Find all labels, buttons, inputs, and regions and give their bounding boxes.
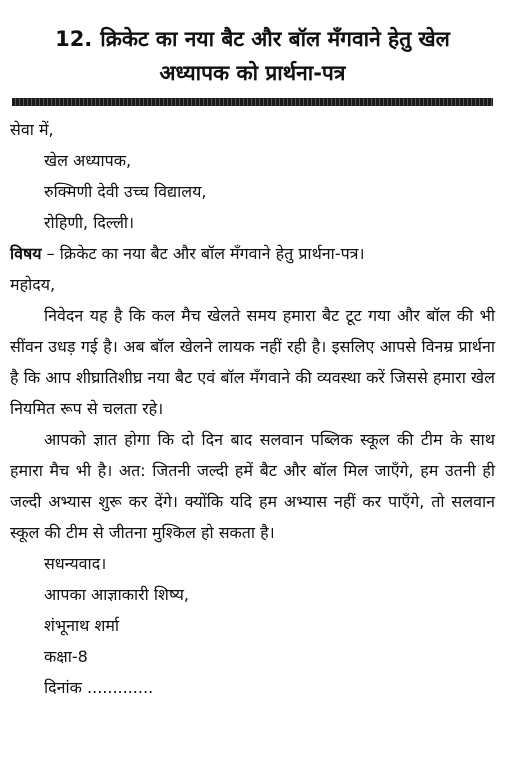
subject-label: विषय bbox=[10, 244, 42, 263]
address-line-2: रुक्मिणी देवी उच्च विद्यालय, bbox=[44, 182, 207, 201]
heading-divider bbox=[12, 98, 493, 106]
address-salutation: सेवा में, bbox=[10, 120, 54, 139]
signoff-class: कक्षा-8 bbox=[44, 647, 88, 666]
address-line-1: खेल अध्यापक, bbox=[44, 151, 132, 170]
subject-text: – क्रिकेट का नया बैट और बॉल मँगवाने हेतु प्रार्थना-पत्र। bbox=[46, 244, 365, 263]
heading-title-2: अध्यापक को प्रार्थना-पत्र bbox=[159, 61, 346, 85]
signoff-thanks: सधन्यवाद। bbox=[44, 554, 107, 573]
signoff-closing: आपका आज्ञाकारी शिष्य, bbox=[44, 585, 189, 604]
letter-heading bbox=[10, 0, 495, 90]
heading-title-1: क्रिकेट का नया बैट और बॉल मँगवाने हेतु खेल bbox=[100, 27, 450, 51]
address-line-3: रोहिणी, दिल्ली। bbox=[44, 213, 135, 232]
heading-line-1 bbox=[10, 22, 495, 56]
heading-number: 12. bbox=[55, 27, 93, 51]
greeting: महोदय, bbox=[10, 275, 56, 294]
signoff-name: शंभूनाथ शर्मा bbox=[44, 616, 120, 635]
body-paragraph-2: आपको ज्ञात होगा कि दो दिन बाद सलवान पब्लिक स्कूल की टीम के साथ हमारा मैच भी है। अत: जितनी जल्दी हमें बैट और बॉल मिल जाएँगे, हम उतनी ही जल्दी अभ्यास शुरू कर देंगे। क्योंकि यदि हम अभ्यास नहीं कर पाएँगे, तो सलवान स्कूल की टीम से जीतना मुश्किल हो सकता है। bbox=[10, 430, 495, 542]
subject-line bbox=[10, 238, 495, 269]
signoff-date: दिनांक ............. bbox=[44, 678, 154, 697]
body-paragraph-1: निवेदन यह है कि कल मैच खेलते समय हमारा बैट टूट गया और बॉल की भी सींवन उधड़ गई है। अब बॉल खेलने लायक नहीं रही है। इसलिए आपसे विनम्र प्रार्थना है कि आप शीघ्रातिशीघ्र नया बैट एवं बॉल मँगवाने की व्यवस्था करें जिससे हमारा खेल नियमित रूप से चलता रहे। bbox=[10, 306, 495, 418]
